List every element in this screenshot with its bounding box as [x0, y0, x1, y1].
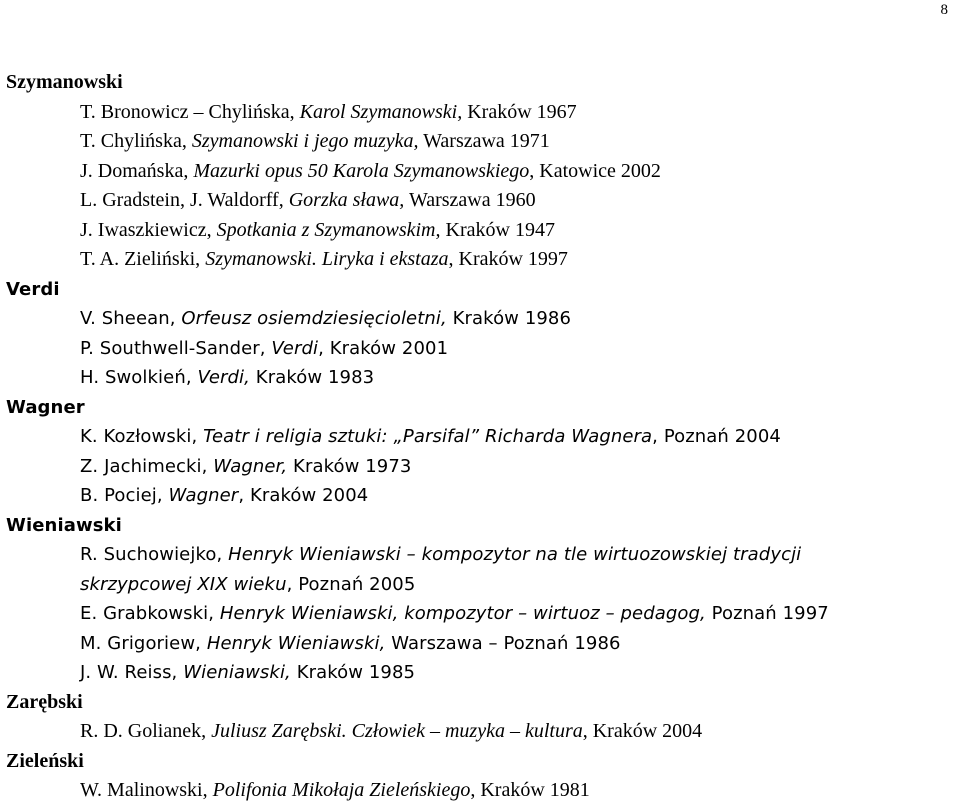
bibliography-entry: R. D. Golianek, Juliusz Zarębski. Człowiek – muzyka – kultura, Kraków 2004: [80, 720, 703, 742]
bibliography-entry: P. Southwell-Sander, Verdi, Kraków 2001: [80, 337, 449, 359]
section-heading-wagner: Wagner: [6, 396, 85, 418]
bibliography-entry: J. W. Reiss, Wieniawski, Kraków 1985: [80, 662, 416, 683]
bibliography-entry: V. Sheean, Orfeusz osiemdziesięcioletni, Kraków 1986: [80, 308, 572, 329]
bibliography-entry: L. Gradstein, J. Waldorff, Gorzka sława, Warszawa 1960: [80, 189, 536, 211]
section-heading-verdi: Verdi: [6, 278, 60, 300]
bibliography-entry: J. Domańska, Mazurki opus 50 Karola Szymanowskiego, Katowice 2002: [80, 159, 661, 182]
section-heading-szymanowski: Szymanowski: [6, 71, 123, 93]
bibliography-entry: T. Chylińska, Szymanowski i jego muzyka, Warszawa 1971: [80, 130, 550, 152]
bibliography-entry: W. Malinowski, Polifonia Mikołaja Zieleńskiego, Kraków 1981: [80, 779, 590, 801]
bibliography-entry: T. Bronowicz – Chylińska, Karol Szymanowski, Kraków 1967: [80, 100, 577, 123]
bibliography-entry: B. Pociej, Wagner, Kraków 2004: [80, 485, 369, 506]
bibliography-entry: T. A. Zieliński, Szymanowski. Liryka i ekstaza, Kraków 1997: [80, 248, 568, 270]
bibliography-entry: J. Iwaszkiewicz, Spotkania z Szymanowskim, Kraków 1947: [80, 218, 555, 241]
section-heading-zielenski: Zieleński: [6, 749, 84, 772]
bibliography-entry: Z. Jachimecki, Wagner, Kraków 1973: [80, 455, 412, 477]
bibliography: [6, 68, 950, 806]
section-heading-zarebski: Zarębski: [6, 690, 83, 713]
page-number: 8: [940, 2, 948, 18]
section-heading-wieniawski: Wieniawski: [6, 514, 122, 536]
bibliography-entry: M. Grigoriew, Henryk Wieniawski, Warszawa – Poznań 1986: [80, 632, 621, 654]
bibliography-entry: H. Swolkień, Verdi, Kraków 1983: [80, 367, 375, 388]
bibliography-entry: K. Kozłowski, Teatr i religia sztuki: „Parsifal” Richarda Wagnera, Poznań 2004: [80, 426, 781, 447]
bibliography-entry: R. Suchowiejko, Henryk Wieniawski – kompozytor na tle wirtuozowskiej tradycji skrzypcowej XIX wieku, Poznań 2005: [80, 544, 802, 595]
bibliography-entry: E. Grabkowski, Henryk Wieniawski, kompozytor – wirtuoz – pedagog, Poznań 1997: [80, 603, 829, 624]
